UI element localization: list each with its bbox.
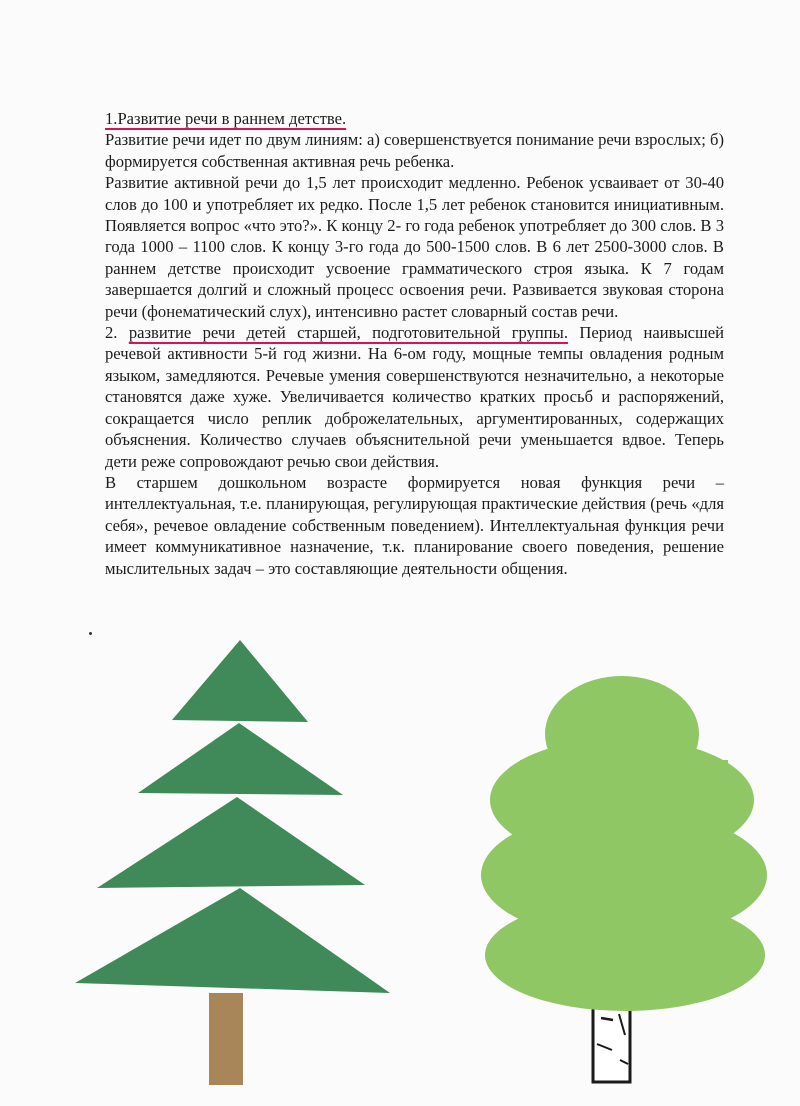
fir-tier-3 — [97, 797, 365, 888]
birch-tree — [481, 676, 767, 1082]
section2-lead: Период наивысшей речевой активности 5-й год жизни. На 6-ом году, мощные темпы овладения родным языком, замедляются. Речевые умения совершенствуются незначительно, а некоторые становятся даже хуже. Увеличивается количество кратких просьб и распоряжений, сокращается число реплик доброжелательных, аргументированных, содержащих объяснения. Количество случаев объяснительной речи уменьшается вдвое. Теперь дети реже сопровождают речью свои действия. — [105, 323, 724, 471]
section1-heading-text: 1.Развитие речи в раннем детстве. — [105, 109, 347, 128]
section1-paragraph-1: Развитие речи идет по двум линиям: а) совершенствуется понимание речи взрослых; б) формируется собственная активная речь ребенка. — [105, 130, 724, 171]
fir-tier-2 — [138, 723, 343, 795]
fir-tree — [75, 640, 390, 1085]
section2-paragraph-2: В старшем дошкольном возрасте формируется новая функция речи – интеллектуальная, т.е. планирующая, регулирующая практические действия (речь «для себя», речевое овладение собственным поведением). Интеллектуальная функция речи имеет коммуникативное назначение, т.к. планирование своего поведения, решение мыслительных задач – это составляющие деятельности общения. — [105, 472, 724, 578]
fir-tier-4 — [75, 888, 390, 993]
section2-number: 2. — [105, 323, 129, 343]
fir-tier-1 — [172, 640, 308, 722]
section2-heading: развитие речи детей старшей, подготовительной группы. — [128, 323, 568, 343]
birch-crown — [481, 676, 767, 1011]
fir-trunk — [209, 993, 243, 1085]
birch-trunk — [593, 1005, 630, 1082]
section1-paragraph-2: Развитие активной речи до 1,5 лет происходит медленно. Ребенок усваивает от 30-40 слов до 100 и употребляет их редко. После 1,5 лет ребенок становится инициативным. Появляется вопрос «что это?». К концу 2- го года ребенок употребляет до 300 слов. В 3 года 1000 – 1100 слов. К концу 3-го года до 500-1500 слов. В 6 лет 2500-3000 слов. В раннем детстве происходит усвоение грамматического строя языка. К 7 годам завершается долгий и сложный процесс освоения речи. Развивается звуковая сторона речи (фонематический слух), интенсивно растет словарный состав речи. — [105, 173, 724, 321]
